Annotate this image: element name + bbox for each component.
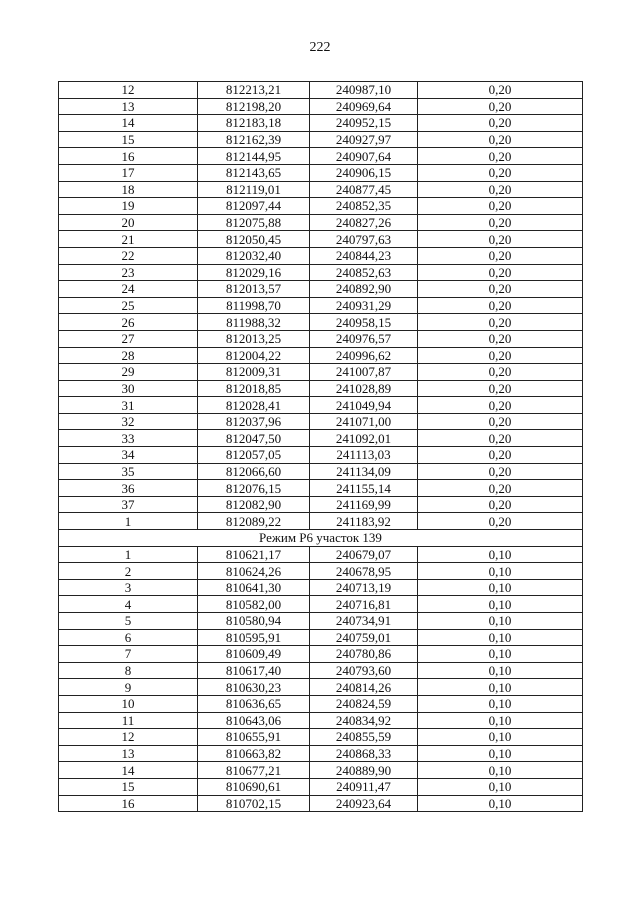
- point-number-cell: 12: [59, 82, 198, 99]
- accuracy-cell: 0,10: [418, 546, 583, 563]
- table-row: [59, 264, 583, 281]
- y-coordinate-cell: 240780,86: [310, 646, 418, 663]
- accuracy-cell: 0,10: [418, 579, 583, 596]
- accuracy-cell: 0,10: [418, 695, 583, 712]
- y-coordinate-cell: 240907,64: [310, 148, 418, 165]
- point-number-cell: 4: [59, 596, 198, 613]
- point-number-cell: 20: [59, 214, 198, 231]
- table-row: [59, 430, 583, 447]
- y-coordinate-cell: 240824,59: [310, 695, 418, 712]
- y-coordinate-cell: 241169,99: [310, 496, 418, 513]
- y-coordinate-cell: 240852,63: [310, 264, 418, 281]
- point-number-cell: 11: [59, 712, 198, 729]
- y-coordinate-cell: 240713,19: [310, 579, 418, 596]
- x-coordinate-cell: 810655,91: [198, 729, 310, 746]
- y-coordinate-cell: 240996,62: [310, 347, 418, 364]
- x-coordinate-cell: 812013,25: [198, 330, 310, 347]
- x-coordinate-cell: 812050,45: [198, 231, 310, 248]
- x-coordinate-cell: 810636,65: [198, 695, 310, 712]
- table-row: [59, 148, 583, 165]
- y-coordinate-cell: 240716,81: [310, 596, 418, 613]
- x-coordinate-cell: 810595,91: [198, 629, 310, 646]
- x-coordinate-cell: 810702,15: [198, 795, 310, 812]
- table-row: [59, 131, 583, 148]
- y-coordinate-cell: 241113,03: [310, 447, 418, 464]
- point-number-cell: 3: [59, 579, 198, 596]
- point-number-cell: 26: [59, 314, 198, 331]
- x-coordinate-cell: 812198,20: [198, 98, 310, 115]
- point-number-cell: 10: [59, 695, 198, 712]
- x-coordinate-cell: 812097,44: [198, 198, 310, 215]
- accuracy-cell: 0,20: [418, 314, 583, 331]
- y-coordinate-cell: 240877,45: [310, 181, 418, 198]
- accuracy-cell: 0,20: [418, 496, 583, 513]
- y-coordinate-cell: 240952,15: [310, 115, 418, 132]
- table-row: [59, 297, 583, 314]
- accuracy-cell: 0,10: [418, 778, 583, 795]
- y-coordinate-cell: 240844,23: [310, 247, 418, 264]
- y-coordinate-cell: 241092,01: [310, 430, 418, 447]
- accuracy-cell: 0,10: [418, 745, 583, 762]
- point-number-cell: 12: [59, 729, 198, 746]
- accuracy-cell: 0,20: [418, 297, 583, 314]
- x-coordinate-cell: 812037,96: [198, 413, 310, 430]
- table-row: [59, 447, 583, 464]
- x-coordinate-cell: 810677,21: [198, 762, 310, 779]
- x-coordinate-cell: 812066,60: [198, 463, 310, 480]
- accuracy-cell: 0,20: [418, 397, 583, 414]
- x-coordinate-cell: 812183,18: [198, 115, 310, 132]
- point-number-cell: 5: [59, 613, 198, 630]
- table-row: [59, 778, 583, 795]
- y-coordinate-cell: 240906,15: [310, 164, 418, 181]
- y-coordinate-cell: 240679,07: [310, 546, 418, 563]
- y-coordinate-cell: 240923,64: [310, 795, 418, 812]
- table-row: [59, 214, 583, 231]
- y-coordinate-cell: 241028,89: [310, 380, 418, 397]
- accuracy-cell: 0,20: [418, 413, 583, 430]
- point-number-cell: 36: [59, 480, 198, 497]
- table-row: [59, 164, 583, 181]
- x-coordinate-cell: 812047,50: [198, 430, 310, 447]
- y-coordinate-cell: 240958,15: [310, 314, 418, 331]
- y-coordinate-cell: 240889,90: [310, 762, 418, 779]
- x-coordinate-cell: 812032,40: [198, 247, 310, 264]
- table-row: [59, 231, 583, 248]
- point-number-cell: 9: [59, 679, 198, 696]
- accuracy-cell: 0,20: [418, 513, 583, 530]
- y-coordinate-cell: 240759,01: [310, 629, 418, 646]
- point-number-cell: 2: [59, 563, 198, 580]
- table-row: [59, 364, 583, 381]
- point-number-cell: 16: [59, 148, 198, 165]
- point-number-cell: 25: [59, 297, 198, 314]
- point-number-cell: 22: [59, 247, 198, 264]
- accuracy-cell: 0,10: [418, 613, 583, 630]
- coordinates-table: [58, 81, 583, 812]
- point-number-cell: 29: [59, 364, 198, 381]
- y-coordinate-cell: 240793,60: [310, 662, 418, 679]
- x-coordinate-cell: 810643,06: [198, 712, 310, 729]
- point-number-cell: 18: [59, 181, 198, 198]
- accuracy-cell: 0,20: [418, 181, 583, 198]
- y-coordinate-cell: 240814,26: [310, 679, 418, 696]
- point-number-cell: 13: [59, 745, 198, 762]
- accuracy-cell: 0,20: [418, 82, 583, 99]
- point-number-cell: 15: [59, 131, 198, 148]
- y-coordinate-cell: 240976,57: [310, 330, 418, 347]
- y-coordinate-cell: 240852,35: [310, 198, 418, 215]
- accuracy-cell: 0,10: [418, 563, 583, 580]
- point-number-cell: 35: [59, 463, 198, 480]
- y-coordinate-cell: 241183,92: [310, 513, 418, 530]
- table-row: [59, 480, 583, 497]
- point-number-cell: 17: [59, 164, 198, 181]
- y-coordinate-cell: 240855,59: [310, 729, 418, 746]
- x-coordinate-cell: 812028,41: [198, 397, 310, 414]
- x-coordinate-cell: 810630,23: [198, 679, 310, 696]
- table-row: [59, 662, 583, 679]
- point-number-cell: 21: [59, 231, 198, 248]
- point-number-cell: 24: [59, 281, 198, 298]
- accuracy-cell: 0,20: [418, 480, 583, 497]
- x-coordinate-cell: 812004,22: [198, 347, 310, 364]
- x-coordinate-cell: 812162,39: [198, 131, 310, 148]
- table-row: [59, 314, 583, 331]
- x-coordinate-cell: 810641,30: [198, 579, 310, 596]
- point-number-cell: 7: [59, 646, 198, 663]
- table-row: [59, 413, 583, 430]
- accuracy-cell: 0,10: [418, 729, 583, 746]
- x-coordinate-cell: 812029,16: [198, 264, 310, 281]
- table-row: [59, 181, 583, 198]
- accuracy-cell: 0,10: [418, 629, 583, 646]
- x-coordinate-cell: 810621,17: [198, 546, 310, 563]
- point-number-cell: 6: [59, 629, 198, 646]
- x-coordinate-cell: 812089,22: [198, 513, 310, 530]
- accuracy-cell: 0,20: [418, 131, 583, 148]
- accuracy-cell: 0,20: [418, 214, 583, 231]
- x-coordinate-cell: 812009,31: [198, 364, 310, 381]
- x-coordinate-cell: 812082,90: [198, 496, 310, 513]
- section-title: Режим Р6 участок 139: [59, 530, 583, 547]
- accuracy-cell: 0,20: [418, 148, 583, 165]
- accuracy-cell: 0,10: [418, 712, 583, 729]
- y-coordinate-cell: 241134,09: [310, 463, 418, 480]
- y-coordinate-cell: 240987,10: [310, 82, 418, 99]
- accuracy-cell: 0,10: [418, 762, 583, 779]
- table-row: [59, 82, 583, 99]
- y-coordinate-cell: 240927,97: [310, 131, 418, 148]
- section-title-row: [59, 530, 583, 547]
- x-coordinate-cell: 812144,95: [198, 148, 310, 165]
- x-coordinate-cell: 812076,15: [198, 480, 310, 497]
- x-coordinate-cell: 811998,70: [198, 297, 310, 314]
- table-row: [59, 712, 583, 729]
- point-number-cell: 31: [59, 397, 198, 414]
- point-number-cell: 19: [59, 198, 198, 215]
- point-number-cell: 1: [59, 513, 198, 530]
- y-coordinate-cell: 241049,94: [310, 397, 418, 414]
- x-coordinate-cell: 810690,61: [198, 778, 310, 795]
- table-row: [59, 98, 583, 115]
- point-number-cell: 14: [59, 762, 198, 779]
- accuracy-cell: 0,20: [418, 380, 583, 397]
- accuracy-cell: 0,20: [418, 364, 583, 381]
- accuracy-cell: 0,20: [418, 430, 583, 447]
- table-row: [59, 496, 583, 513]
- accuracy-cell: 0,20: [418, 164, 583, 181]
- point-number-cell: 15: [59, 778, 198, 795]
- y-coordinate-cell: 240931,29: [310, 297, 418, 314]
- y-coordinate-cell: 240834,92: [310, 712, 418, 729]
- table-row: [59, 563, 583, 580]
- table-row: [59, 397, 583, 414]
- y-coordinate-cell: 241155,14: [310, 480, 418, 497]
- table-row: [59, 115, 583, 132]
- table-row: [59, 330, 583, 347]
- accuracy-cell: 0,10: [418, 679, 583, 696]
- accuracy-cell: 0,20: [418, 264, 583, 281]
- point-number-cell: 8: [59, 662, 198, 679]
- table-row: [59, 463, 583, 480]
- coordinates-table-body: [59, 82, 583, 812]
- x-coordinate-cell: 812057,05: [198, 447, 310, 464]
- accuracy-cell: 0,10: [418, 662, 583, 679]
- x-coordinate-cell: 812213,21: [198, 82, 310, 99]
- page-number: 222: [309, 40, 331, 55]
- point-number-cell: 23: [59, 264, 198, 281]
- x-coordinate-cell: 810609,49: [198, 646, 310, 663]
- point-number-cell: 28: [59, 347, 198, 364]
- accuracy-cell: 0,10: [418, 646, 583, 663]
- x-coordinate-cell: 812075,88: [198, 214, 310, 231]
- y-coordinate-cell: 241007,87: [310, 364, 418, 381]
- accuracy-cell: 0,20: [418, 231, 583, 248]
- table-row: [59, 281, 583, 298]
- x-coordinate-cell: 810663,82: [198, 745, 310, 762]
- table-row: [59, 762, 583, 779]
- x-coordinate-cell: 810580,94: [198, 613, 310, 630]
- x-coordinate-cell: 810582,00: [198, 596, 310, 613]
- y-coordinate-cell: 240678,95: [310, 563, 418, 580]
- y-coordinate-cell: 241071,00: [310, 413, 418, 430]
- table-row: [59, 745, 583, 762]
- y-coordinate-cell: 240911,47: [310, 778, 418, 795]
- point-number-cell: 32: [59, 413, 198, 430]
- accuracy-cell: 0,20: [418, 98, 583, 115]
- accuracy-cell: 0,20: [418, 247, 583, 264]
- table-row: [59, 646, 583, 663]
- table-row: [59, 347, 583, 364]
- point-number-cell: 16: [59, 795, 198, 812]
- point-number-cell: 30: [59, 380, 198, 397]
- accuracy-cell: 0,20: [418, 281, 583, 298]
- y-coordinate-cell: 240969,64: [310, 98, 418, 115]
- y-coordinate-cell: 240734,91: [310, 613, 418, 630]
- table-row: [59, 695, 583, 712]
- table-row: [59, 596, 583, 613]
- table-row: [59, 579, 583, 596]
- x-coordinate-cell: 811988,32: [198, 314, 310, 331]
- x-coordinate-cell: 810617,40: [198, 662, 310, 679]
- x-coordinate-cell: 812143,65: [198, 164, 310, 181]
- y-coordinate-cell: 240827,26: [310, 214, 418, 231]
- accuracy-cell: 0,20: [418, 330, 583, 347]
- accuracy-cell: 0,10: [418, 795, 583, 812]
- table-row: [59, 679, 583, 696]
- table-row: [59, 629, 583, 646]
- x-coordinate-cell: 812013,57: [198, 281, 310, 298]
- y-coordinate-cell: 240797,63: [310, 231, 418, 248]
- point-number-cell: 34: [59, 447, 198, 464]
- x-coordinate-cell: 812119,01: [198, 181, 310, 198]
- table-row: [59, 613, 583, 630]
- point-number-cell: 1: [59, 546, 198, 563]
- accuracy-cell: 0,20: [418, 463, 583, 480]
- table-row: [59, 546, 583, 563]
- x-coordinate-cell: 810624,26: [198, 563, 310, 580]
- table-row: [59, 247, 583, 264]
- accuracy-cell: 0,20: [418, 115, 583, 132]
- point-number-cell: 33: [59, 430, 198, 447]
- x-coordinate-cell: 812018,85: [198, 380, 310, 397]
- y-coordinate-cell: 240892,90: [310, 281, 418, 298]
- accuracy-cell: 0,20: [418, 447, 583, 464]
- accuracy-cell: 0,20: [418, 198, 583, 215]
- point-number-cell: 37: [59, 496, 198, 513]
- point-number-cell: 27: [59, 330, 198, 347]
- point-number-cell: 14: [59, 115, 198, 132]
- table-row: [59, 729, 583, 746]
- point-number-cell: 13: [59, 98, 198, 115]
- table-row: [59, 198, 583, 215]
- accuracy-cell: 0,10: [418, 596, 583, 613]
- table-row: [59, 513, 583, 530]
- table-row: [59, 380, 583, 397]
- accuracy-cell: 0,20: [418, 347, 583, 364]
- y-coordinate-cell: 240868,33: [310, 745, 418, 762]
- table-row: [59, 795, 583, 812]
